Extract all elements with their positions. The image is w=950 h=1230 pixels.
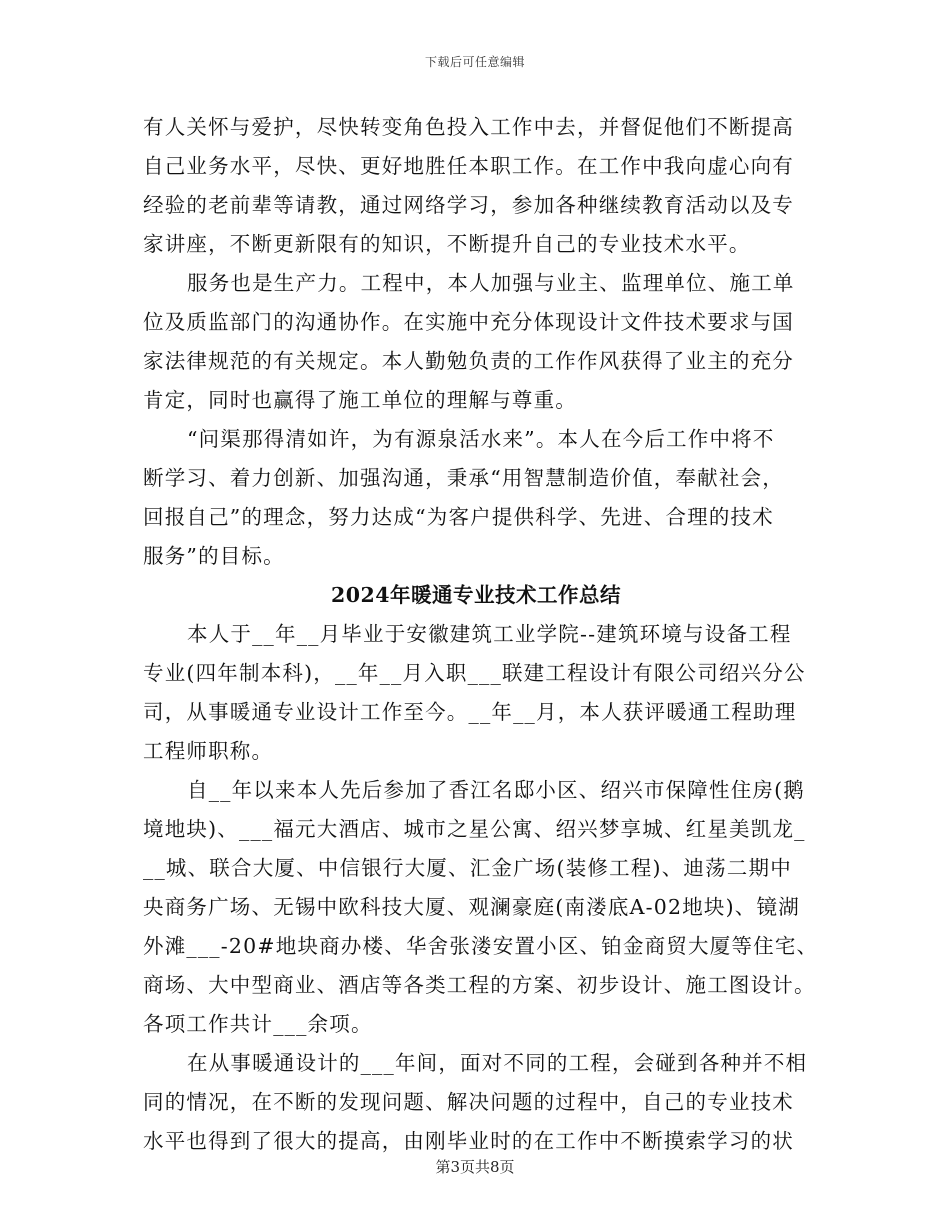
body-line: 自己业务水平，尽快、更好地胜任本职工作。在工作中我向虚心向有 — [143, 154, 794, 178]
body-line: 家法律规范的有关规定。本人勤勉负责的工作作风获得了业主的充分 — [143, 349, 794, 373]
body-line: 本人于__年__月毕业于安徽建筑工业学院--建筑环境与设备工程 — [187, 622, 792, 646]
section-title: 2024年暖通专业技术工作总结 — [330, 583, 622, 607]
body-line: 专业(四年制本科)，__年__月入职___联建工程设计有限公司绍兴分公 — [143, 661, 806, 685]
body-line: 水平也得到了很大的提高，由刚毕业时的在工作中不断摸索学习的状 — [143, 1129, 794, 1153]
body-line: 在从事暖通设计的___年间，面对不同的工程，会碰到各种并不相 — [187, 1051, 808, 1075]
body-line: 有人关怀与爱护，尽快转变角色投入工作中去，并督促他们不断提高 — [143, 115, 794, 139]
body-line: 家讲座，不断更新限有的知识，不断提升自己的专业技术水平。 — [143, 232, 751, 256]
body-line: 司，从事暖通专业设计工作至今。__年__月，本人获评暖通工程助理 — [143, 700, 797, 724]
body-line: __城、联合大厦、中信银行大厦、汇金广场(装修工程)、迪荡二期中 — [143, 856, 792, 880]
body-line: 央商务广场、无锡中欧科技大厦、观澜豪庭(南溇底A-02地块)、镜湖 — [143, 895, 800, 919]
body-line: 境地块)、___福元大酒店、城市之星公寓、绍兴梦享城、红星美凯龙_ — [143, 817, 806, 841]
body-line: 工程师职称。 — [143, 739, 274, 763]
document-body — [143, 108, 819, 1161]
page-header: 下载后可任意编辑 — [424, 55, 525, 69]
body-line: 肯定，同时也赢得了施工单位的理解与尊重。 — [143, 388, 577, 412]
body-line: 经验的老前辈等请教，通过网络学习，参加各种继续教育活动以及专 — [143, 193, 794, 217]
body-line: 断学习、着力创新、加强沟通，秉承“用智慧制造价值，奉献社会， — [143, 466, 784, 490]
body-line: 各项工作共计___余项。 — [143, 1012, 373, 1036]
body-line: 外滩___-20#地块商办楼、华舍张溇安置小区、铂金商贸大厦等住宅、 — [143, 934, 819, 958]
body-line: “问渠那得清如许，为有源泉活水来”。本人在今后工作中将不 — [187, 427, 775, 451]
body-line: 位及质监部门的沟通协作。在实施中充分体现设计文件技术要求与国 — [143, 310, 794, 334]
body-line: 商场、大中型商业、酒店等各类工程的方案、初步设计、施工图设计。 — [143, 973, 816, 997]
body-line: 自__年以来本人先后参加了香江名邸小区、绍兴市保障性住房(鹅 — [187, 778, 805, 802]
body-line: 同的情况，在不断的发现问题、解决问题的过程中，自己的专业技术 — [143, 1090, 794, 1114]
page-number: 第3页共8页 — [435, 1158, 515, 1176]
body-line: 服务也是生产力。工程中，本人加强与业主、监理单位、施工单 — [187, 271, 795, 295]
body-line: 服务”的目标。 — [143, 544, 285, 568]
body-line: 回报自己”的理念，努力达成“为客户提供科学、先进、合理的技术 — [143, 505, 774, 529]
